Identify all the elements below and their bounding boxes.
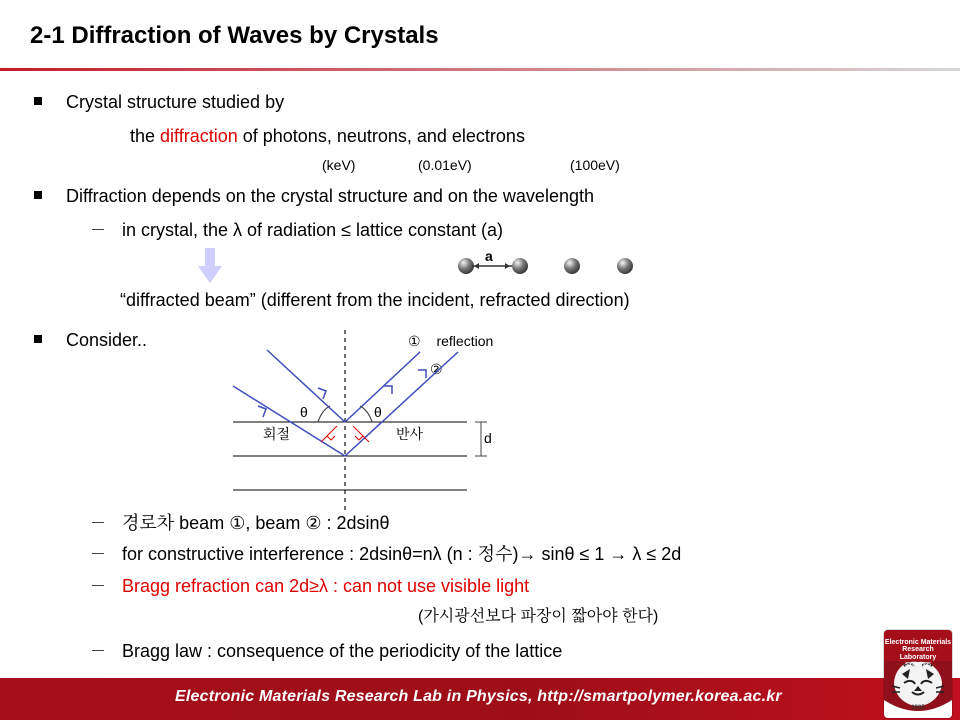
bullet-square-icon: [34, 335, 42, 343]
bullet-text: Diffraction depends on the crystal structure and on the wavelength: [66, 186, 594, 206]
sub-bullet-lattice-constant: [92, 220, 503, 241]
lab-logo: [884, 630, 952, 718]
beam-two-marker: ②: [430, 361, 443, 377]
bullet-text: Crystal structure studied by: [66, 92, 285, 112]
electron-energy-label: (100eV): [570, 157, 620, 173]
diffraction-suffix: of photons, neutrons, and electrons: [237, 126, 525, 146]
dash-icon: [92, 229, 104, 230]
lattice-atoms: [450, 242, 650, 282]
bullet-diffraction-depends: [34, 186, 594, 207]
bullet-square-icon: [34, 191, 42, 199]
footer-text: Electronic Materials Research Lab in Physics, http://smartpolymer.korea.ac.kr: [175, 688, 782, 705]
sub-bullet-text: 경로차 beam ①, beam ② : 2dsinθ: [122, 513, 390, 533]
page-title: 2-1 Diffraction of Waves by Crystals: [30, 22, 439, 49]
sub-bullet-text: for constructive interference : 2dsinθ=nλ (n : 정수)→ sinθ ≤ 1 → λ ≤ 2d: [122, 544, 682, 564]
diffraction-highlight: diffraction: [160, 126, 238, 146]
dash-icon: [92, 553, 104, 554]
theta-left-label: θ: [300, 404, 308, 420]
dash-icon: [92, 585, 104, 586]
bullet-square-icon: [34, 97, 42, 105]
constructive-interference-item: [92, 544, 681, 565]
theta-right-label: θ: [374, 404, 382, 420]
neutron-energy-label: (0.01eV): [418, 157, 472, 173]
sub-bullet-text: Bragg refraction can 2d≥λ : can not use visible light: [122, 576, 530, 596]
diffracted-beam-text: “diffracted beam” (different from the incident, refracted direction): [120, 290, 630, 310]
dash-icon: [92, 650, 104, 651]
logo-year: 1905: [911, 705, 925, 711]
korean-wavelength-note: (가시광선보다 파장이 짧아야 한다): [418, 608, 659, 625]
bullet-consider: [34, 330, 147, 351]
logo-subtitle: Since 1995: [905, 662, 931, 668]
path-difference-item: [92, 513, 390, 534]
lattice-constant-label: a: [485, 248, 493, 264]
beam-one-marker: ①: [408, 333, 421, 349]
reflection-label: reflection: [436, 333, 494, 349]
refraction-korean-label: 회절: [263, 426, 291, 442]
bragg-law-item: [92, 641, 562, 662]
logo-title: Electronic Materials Research Laboratory: [884, 639, 952, 661]
diffraction-line: [130, 126, 525, 147]
reflection-korean-label: 반사: [396, 426, 424, 442]
dash-icon: [92, 522, 104, 523]
bullet-crystal-structure: [34, 92, 284, 113]
diffraction-prefix: the: [130, 126, 161, 146]
bullet-text: Consider..: [66, 330, 148, 350]
spacing-d-label: d: [484, 430, 492, 446]
sub-bullet-text: in crystal, the λ of radiation ≤ lattice constant (a): [122, 220, 504, 240]
bragg-refraction-item: [92, 576, 529, 597]
title-divider: [0, 68, 960, 71]
sub-bullet-text: Bragg law : consequence of the periodicity of the lattice: [122, 641, 563, 661]
down-arrow-icon: [198, 248, 222, 284]
photon-energy-label: (keV): [322, 157, 356, 173]
